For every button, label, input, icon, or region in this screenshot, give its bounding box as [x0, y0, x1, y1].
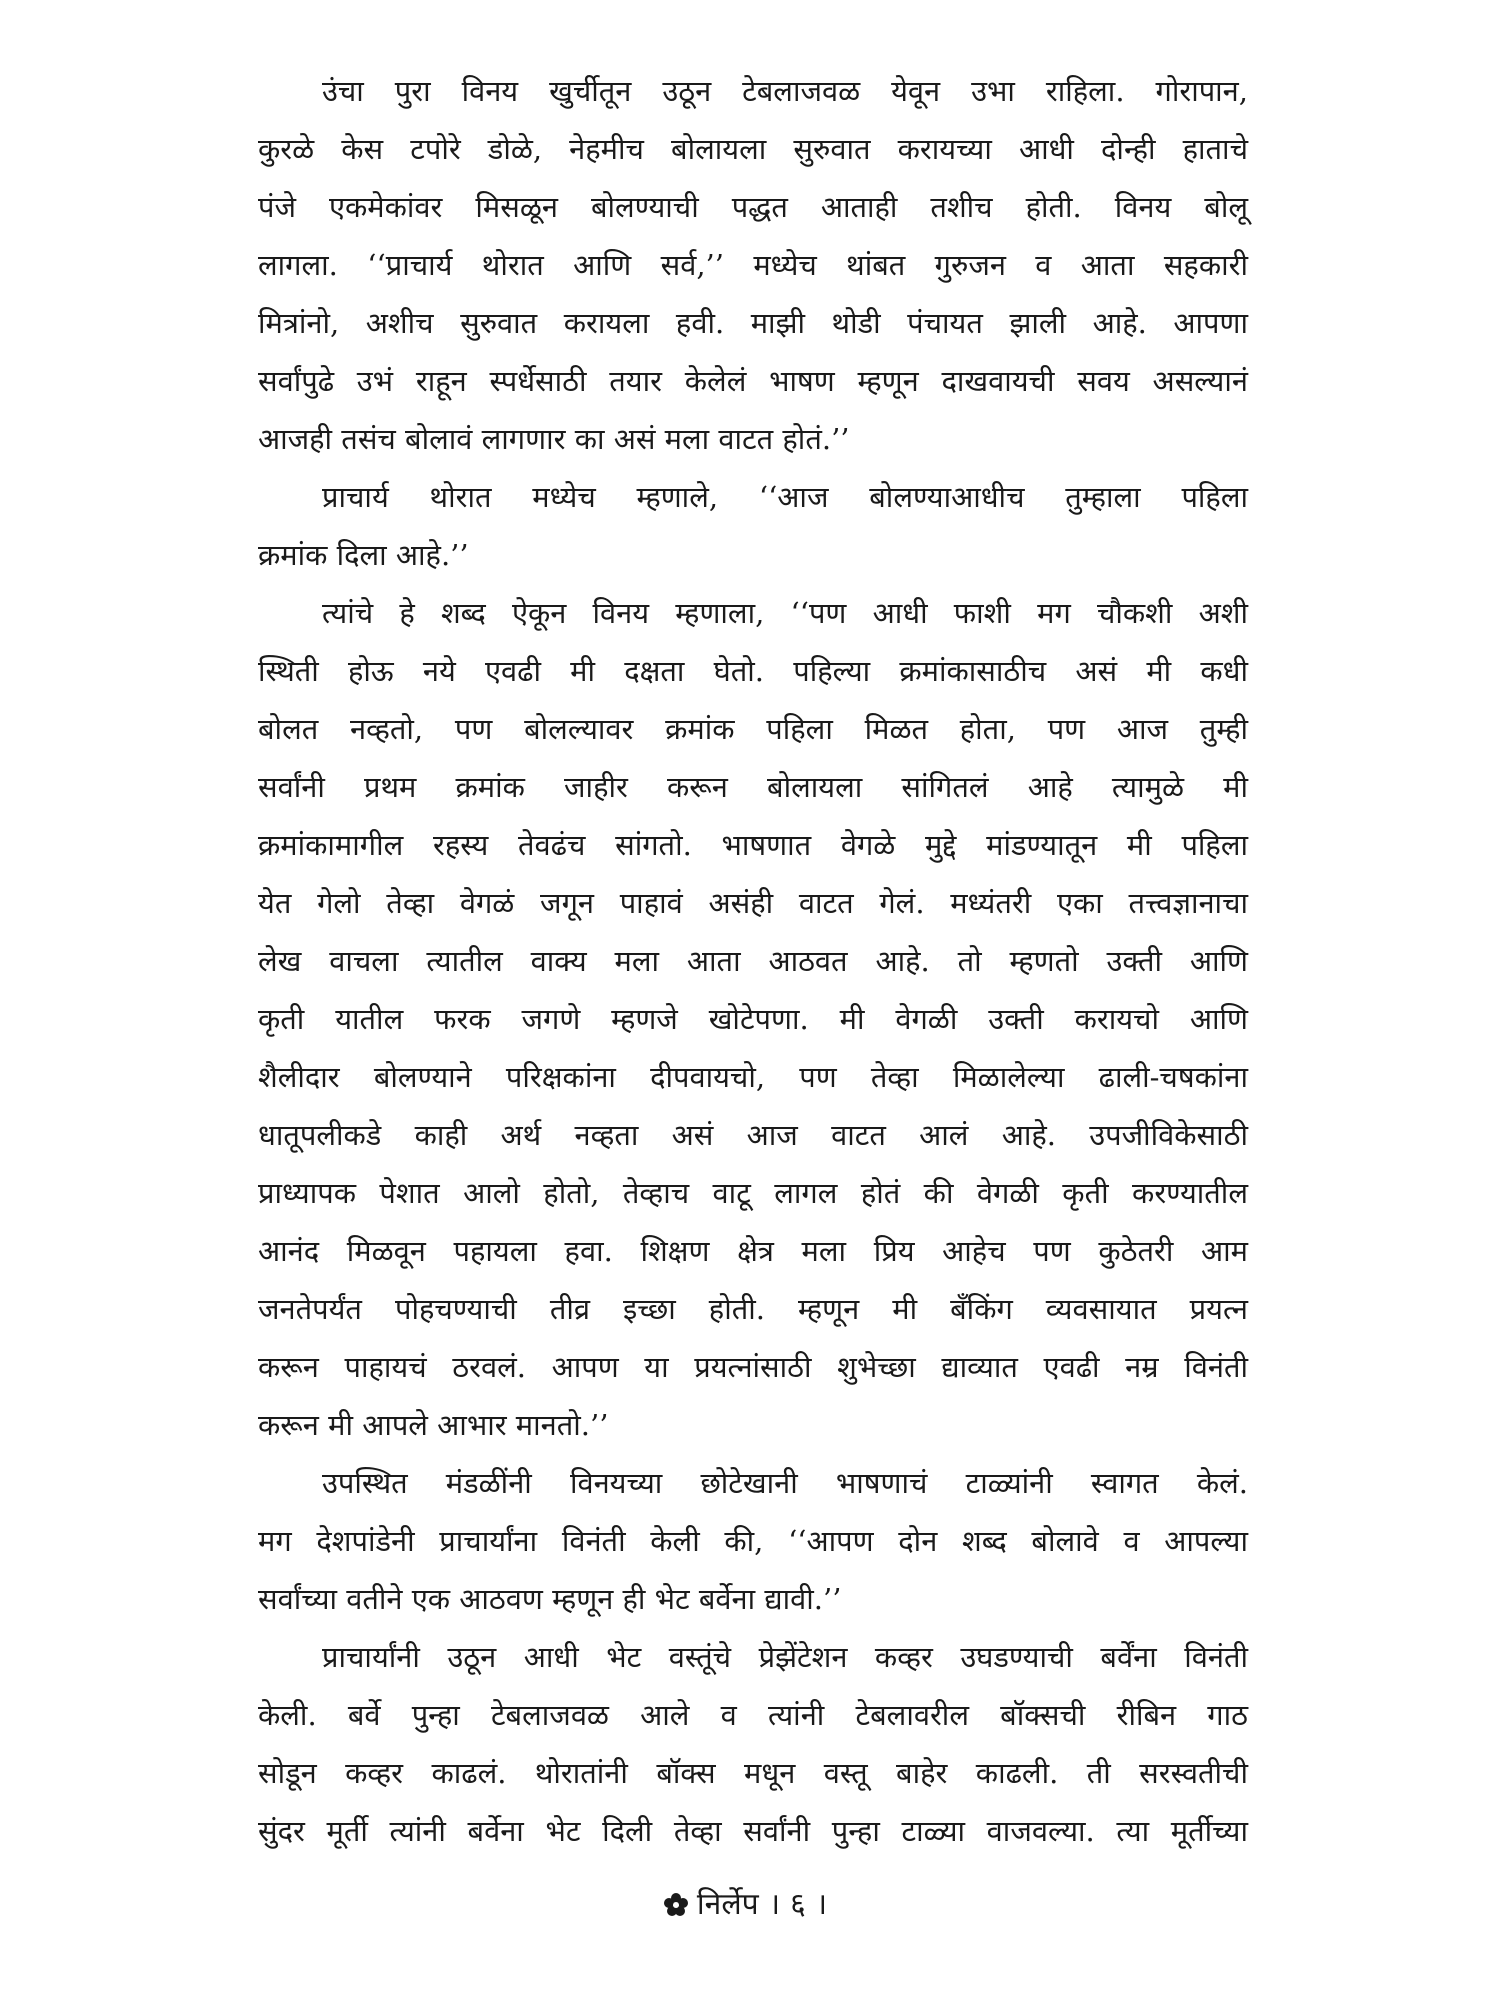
text-line: क्रमांक दिला आहे.’’	[258, 538, 469, 572]
text-line: सोडून कव्हर काढलं. थोरातांनी बॉक्स मधून वस्तू बाहेर काढली. ती सरस्वतीची	[258, 1756, 1248, 1790]
text-line: उपस्थित मंडळींनी विनयच्या छोटेखानी भाषणाचं टाळ्यांनी स्वागत केलं.	[322, 1466, 1248, 1500]
text-line: सर्वांपुढे उभं राहून स्पर्धेसाठी तयार केलेलं भाषण म्हणून दाखवायची सवय असल्यानं	[258, 364, 1248, 398]
text-line: प्राचार्य थोरात मध्येच म्हणाले, ‘‘आज बोलण्याआधीच तुम्हाला पहिला	[322, 480, 1248, 514]
text-line: आनंद मिळवून पहायला हवा. शिक्षण क्षेत्र मला प्रिय आहेच पण कुठेतरी आम	[258, 1234, 1248, 1268]
text-line: बोलत नव्हतो, पण बोलल्यावर क्रमांक पहिला मिळत होता, पण आज तुम्ही	[258, 712, 1248, 746]
text-line: मग देशपांडेनी प्राचार्यांना विनंती केली की, ‘‘आपण दोन शब्द बोलावे व आपल्या	[258, 1524, 1248, 1558]
text-line: येत गेलो तेव्हा वेगळं जगून पाहावं असंही वाटत गेलं. मध्यंतरी एका तत्त्वज्ञानाचा	[258, 886, 1248, 920]
text-line: क्रमांकामागील रहस्य तेवढंच सांगतो. भाषणात वेगळे मुद्दे मांडण्यातून मी पहिला	[258, 828, 1248, 862]
text-line: शैलीदार बोलण्याने परिक्षकांना दीपवायचो, पण तेव्हा मिळालेल्या ढाली-चषकांना	[258, 1060, 1248, 1094]
text-line: पंजे एकमेकांवर मिसळून बोलण्याची पद्धत आताही तशीच होती. विनय बोलू	[258, 190, 1248, 224]
text-line: त्यांचे हे शब्द ऐकून विनय म्हणाला, ‘‘पण आधी फाशी मग चौकशी अशी	[322, 596, 1248, 630]
page-footer	[0, 1880, 1500, 1930]
footer-separator: ।	[815, 1887, 828, 1922]
text-line: सर्वांनी प्रथम क्रमांक जाहीर करून बोलायला सांगितलं आहे त्यामुळे मी	[258, 770, 1248, 804]
text-line: सुंदर मूर्ती त्यांनी बर्वेना भेट दिली तेव्हा सर्वांनी पुन्हा टाळ्या वाजवल्या. त्या मूर्तीच्या	[258, 1814, 1248, 1848]
text-line: कुरळे केस टपोरे डोळे, नेहमीच बोलायला सुरुवात करायच्या आधी दोन्ही हाताचे	[258, 132, 1248, 166]
flower-ornament-icon	[663, 1892, 689, 1918]
text-line: उंचा पुरा विनय खुर्चीतून उठून टेबलाजवळ येवून उभा राहिला. गोरापान,	[322, 74, 1248, 108]
text-line: धातूपलीकडे काही अर्थ नव्हता असं आज वाटत आलं आहे. उपजीविकेसाठी	[258, 1118, 1248, 1152]
text-line: करून पाहायचं ठरवलं. आपण या प्रयत्नांसाठी शुभेच्छा द्याव्यात एवढी नम्र विनंती	[258, 1350, 1248, 1384]
text-line: सर्वांच्या वतीने एक आठवण म्हणून ही भेट बर्वेना द्यावी.’’	[258, 1582, 842, 1616]
text-line: मित्रांनो, अशीच सुरुवात करायला हवी. माझी थोडी पंचायत झाली आहे. आपणा	[258, 306, 1248, 340]
text-line: लेख वाचला त्यातील वाक्य मला आता आठवत आहे. तो म्हणतो उक्ती आणि	[258, 944, 1248, 978]
text-line: कृती यातील फरक जगणे म्हणजे खोटेपणा. मी वेगळी उक्ती करायचो आणि	[258, 1002, 1248, 1036]
text-line: करून मी आपले आभार मानतो.’’	[258, 1408, 609, 1442]
text-line: प्राचार्यांनी उठून आधी भेट वस्तूंचे प्रेझेंटेशन कव्हर उघडण्याची बर्वेंना विनंती	[322, 1640, 1248, 1674]
text-line: जनतेपर्यंत पोहचण्याची तीव्र इच्छा होती. म्हणून मी बँकिंग व्यवसायात प्रयत्न	[258, 1292, 1248, 1326]
text-line: स्थिती होऊ नये एवढी मी दक्षता घेतो. पहिल्या क्रमांकासाठीच असं मी कधी	[258, 654, 1248, 688]
text-line: आजही तसंच बोलावं लागणार का असं मला वाटत होतं.’’	[258, 422, 850, 456]
text-line: लागला. ‘‘प्राचार्य थोरात आणि सर्व,’’ मध्येच थांबत गुरुजन व आता सहकारी	[258, 248, 1248, 282]
text-line: प्राध्यापक पेशात आलो होतो, तेव्हाच वाटू लागल होतं की वेगळी कृती करण्यातील	[258, 1176, 1248, 1210]
page-number: ६	[790, 1887, 806, 1922]
text-line: केली. बर्वे पुन्हा टेबलाजवळ आले व त्यांनी टेबलावरील बॉक्सची रीबिन गाठ	[258, 1698, 1248, 1732]
footer-separator: ।	[768, 1887, 781, 1922]
page-text	[258, 66, 1248, 1866]
book-title: निर्लेप	[696, 1887, 759, 1922]
